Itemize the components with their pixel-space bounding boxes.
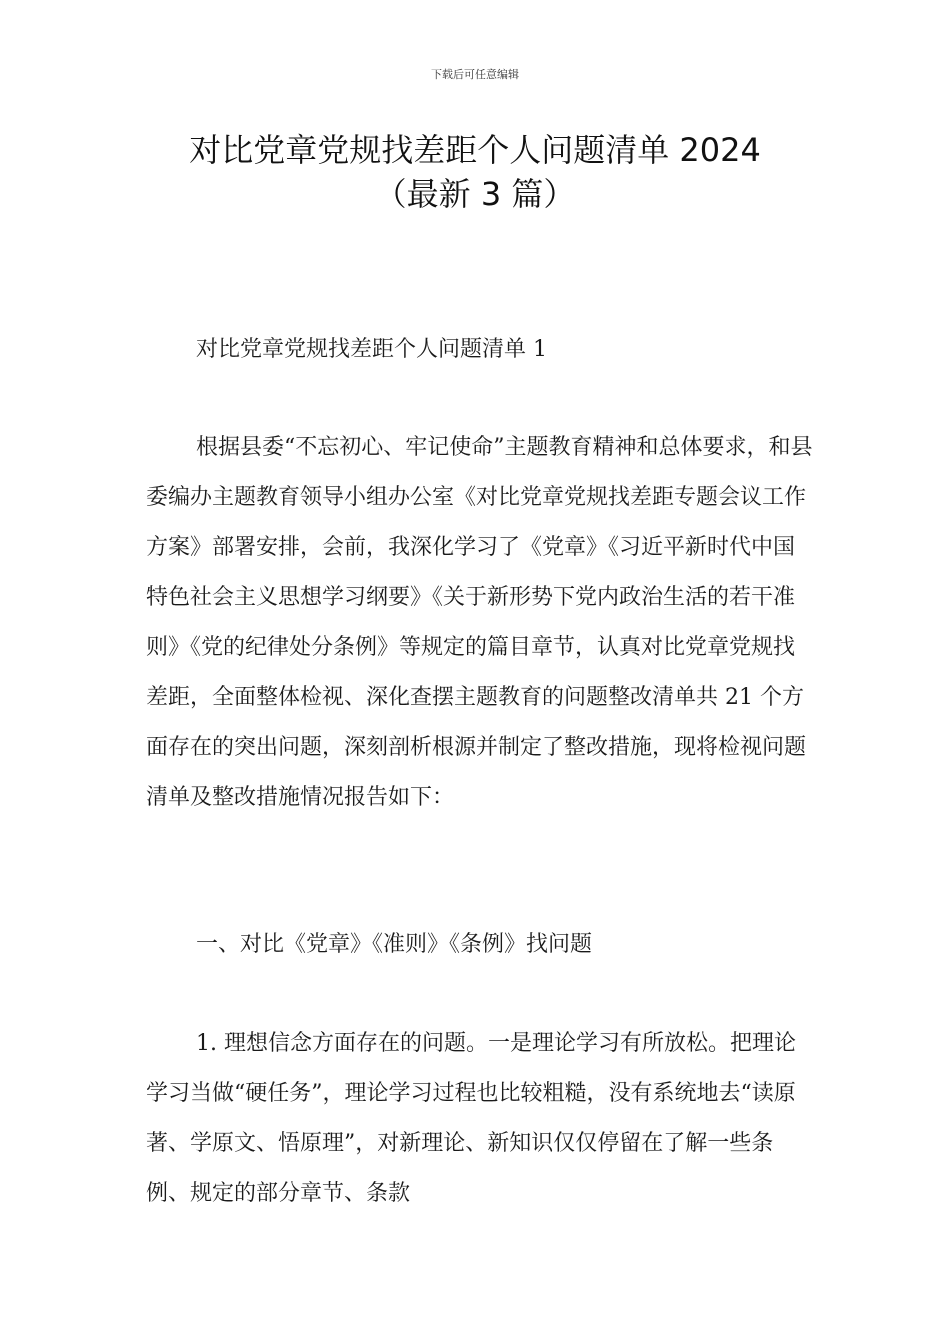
section-heading-text: 一、对比《党章》《准则》《条例》找问题 <box>196 932 593 957</box>
body-paragraph-text: 1. 理想信念方面存在的问题。一是理论学习有所放松。把理论学习当做“硬任务”，理论学习过程也比较粗糙，没有系统地去“读原著、学原文、悟原理”，对新理论、新知识仅仅停留在了解一些条例、规定的部分章节、条款 <box>146 1031 796 1206</box>
document-subtitle <box>146 325 814 375</box>
section-heading <box>146 920 814 970</box>
title-line-2: （最新 3 篇） <box>374 175 576 213</box>
intro-paragraph <box>146 423 814 823</box>
intro-paragraph-text: 根据县委“不忘初心、牢记使命”主题教育精神和总体要求，和县委编办主题教育领导小组办公室《对比党章党规找差距专题会议工作方案》部署安排，会前，我深化学习了《党章》《习近平新时代中国特色社会主义思想学习纲要》《关于新形势下党内政治生活的若干准则》《党的纪律处分条例》等规定的篇目章节，认真对比党章党规找差距，全面整体检视、深化查摆主题教育的问题整改清单共 21 个方面存在的突出问题，深刻剖析根源并制定了整改措施，现将检视问题清单及整改措施情况报告如下： <box>146 435 813 810</box>
subtitle-text: 对比党章党规找差距个人问题清单 1 <box>196 337 547 362</box>
title-line-1: 对比党章党规找差距个人问题清单 2024 <box>189 131 761 169</box>
document-title <box>0 128 950 216</box>
body-paragraph <box>146 1019 814 1219</box>
header-note: 下载后可任意编辑 <box>431 68 519 81</box>
